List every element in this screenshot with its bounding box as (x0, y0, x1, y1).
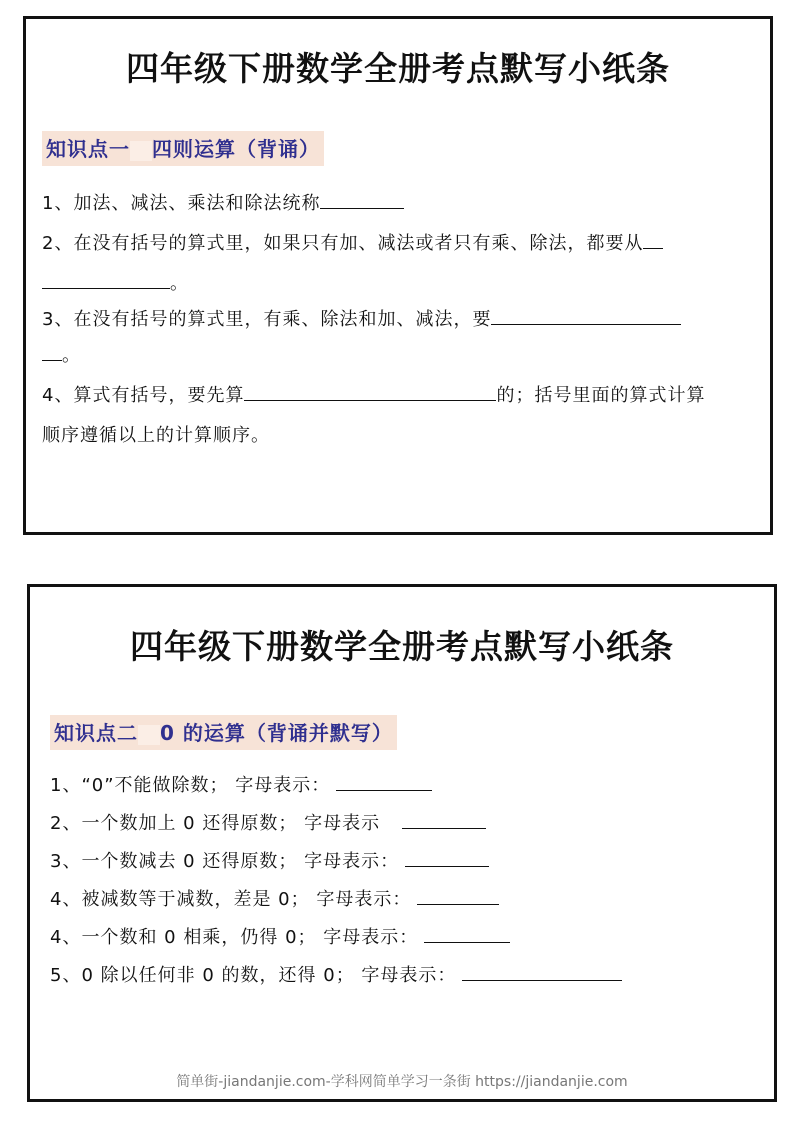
question-text-after: 的；括号里面的算式计算 (496, 385, 706, 406)
answer-blank[interactable] (244, 399, 496, 401)
question-text: 4、算式有括号，要先算 (42, 385, 245, 406)
answer-blank[interactable] (424, 941, 510, 943)
question-5 (50, 923, 510, 949)
knowledge-point-heading (42, 131, 324, 166)
question-3 (42, 305, 681, 331)
question-text: 3、一个数减去 0 还得原数； 字母表示： (50, 851, 400, 872)
knowledge-point-topic: 0 的运算（背诵并默写） (160, 721, 393, 745)
answer-blank[interactable] (42, 359, 62, 361)
card-title: 四年级下册数学全册考点默写小纸条 (130, 627, 674, 666)
answer-blank[interactable] (336, 789, 432, 791)
question-text: 2、一个数加上 0 还得原数； 字母表示 (50, 813, 381, 834)
knowledge-point-heading (50, 715, 397, 750)
answer-blank[interactable] (643, 247, 663, 249)
answer-blank[interactable] (417, 903, 499, 905)
knowledge-point-label: 知识点一 (46, 137, 130, 161)
question-text: 1、加法、减法、乘法和除法统称 (42, 193, 321, 214)
footer-watermark: 简单街-jiandanjie.com-学科网简单学习一条街 https://jiandanjie.com (176, 1074, 628, 1090)
question-text: 顺序遵循以上的计算顺序。 (42, 425, 270, 446)
question-2 (50, 809, 486, 835)
question-text: 。 (170, 273, 189, 294)
question-6 (50, 961, 622, 987)
question-text: 2、在没有括号的算式里，如果只有加、减法或者只有乘、除法，都要从 (42, 233, 644, 254)
answer-blank[interactable] (402, 827, 486, 829)
answer-blank[interactable] (491, 323, 681, 325)
card-title: 四年级下册数学全册考点默写小纸条 (126, 49, 670, 88)
highlight-gap (138, 725, 160, 745)
answer-blank[interactable] (462, 979, 622, 981)
highlight-gap (130, 141, 152, 161)
question-text: 。 (62, 345, 81, 366)
question-2-continued (42, 269, 189, 295)
knowledge-point-topic: 四则运算（背诵） (152, 137, 320, 161)
answer-blank[interactable] (320, 207, 404, 209)
question-text: 3、在没有括号的算式里，有乘、除法和加、减法，要 (42, 309, 492, 330)
question-text: 4、被减数等于减数，差是 0； 字母表示： (50, 889, 412, 910)
question-text: 5、0 除以任何非 0 的数，还得 0； 字母表示： (50, 965, 457, 986)
question-3 (50, 847, 489, 873)
question-2 (42, 229, 663, 255)
question-1 (42, 189, 404, 215)
worksheet-card-1 (23, 16, 773, 535)
answer-blank[interactable] (405, 865, 489, 867)
question-text: 1、“0”不能做除数； 字母表示： (50, 775, 331, 796)
question-3-continued (42, 341, 81, 367)
worksheet-card-2 (27, 584, 777, 1102)
answer-blank[interactable] (42, 287, 170, 289)
knowledge-point-label: 知识点二 (54, 721, 138, 745)
question-4-continued (42, 421, 270, 447)
question-text: 4、一个数和 0 相乘，仍得 0； 字母表示： (50, 927, 419, 948)
question-4 (42, 381, 705, 407)
question-1 (50, 771, 432, 797)
question-4 (50, 885, 499, 911)
